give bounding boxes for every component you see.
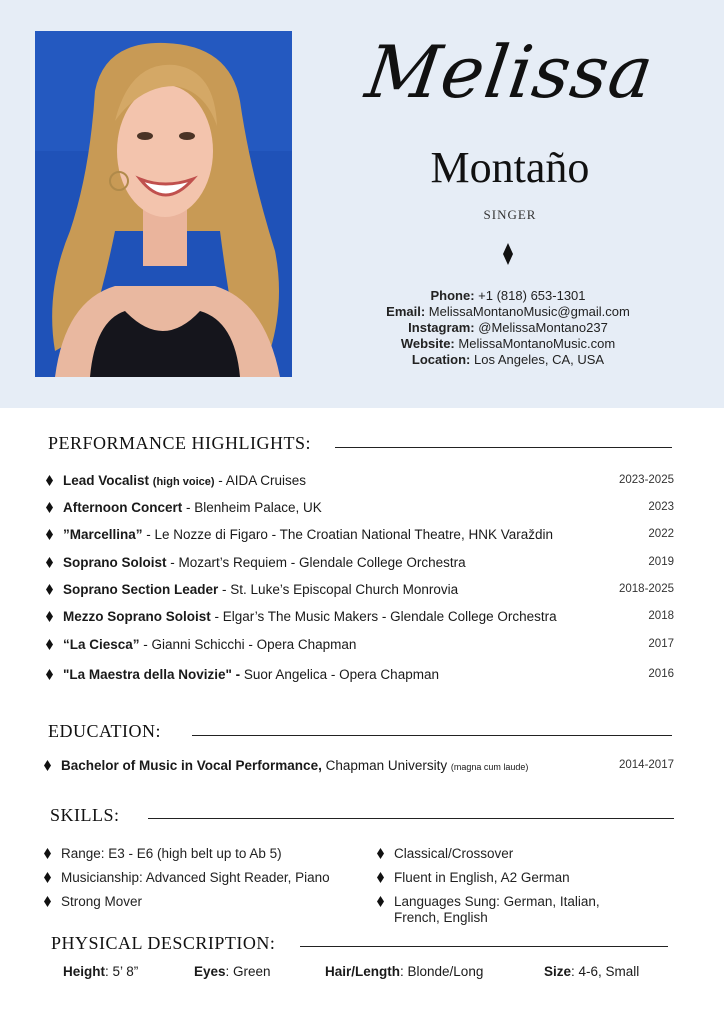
contact-location: Location: Los Angeles, CA, USA	[411, 352, 605, 367]
diamond-bullet-icon	[44, 760, 51, 771]
education-row: Bachelor of Music in Vocal Performance, Chapman University (magna cum laude) 2014-2017	[44, 758, 676, 773]
contact-block	[330, 288, 686, 368]
contact-email[interactable]: Email: MelissaMontanoMusic@gmail.com	[386, 304, 630, 319]
skill-item: Classical/Crossover	[377, 846, 513, 861]
performance-item: Lead Vocalist (high voice) - AIDA Cruises 2023-2025	[46, 473, 676, 488]
physical-eyes: Eyes: Green	[194, 964, 271, 979]
performance-item: “La Ciesca” - Gianni Schicchi - Opera Chapman 2017	[46, 637, 676, 652]
performance-years: 2017	[648, 638, 674, 650]
diamond-bullet-icon	[46, 611, 53, 622]
skill-item: Strong Mover	[44, 894, 142, 909]
diamond-bullet-icon	[46, 584, 53, 595]
skills-section-title: SKILLS:	[50, 805, 120, 825]
physical-section-title: PHYSICAL DESCRIPTION:	[51, 933, 276, 953]
last-name: Montaño	[430, 143, 590, 192]
physical-hair: Hair/Length: Blonde/Long	[325, 964, 484, 979]
diamond-bullet-icon	[46, 502, 53, 513]
skill-item-continued: French, English	[394, 910, 488, 925]
diamond-bullet-icon	[46, 639, 53, 650]
skill-item: Fluent in English, A2 German	[377, 870, 570, 885]
skill-item: Languages Sung: German, Italian,	[377, 894, 600, 909]
performance-item: Mezzo Soprano Soloist - Elgar’s The Music Makers - Glendale College Orchestra 2018	[46, 609, 676, 624]
performance-years: 2023-2025	[619, 474, 674, 486]
diamond-bullet-icon	[46, 669, 53, 680]
contact-phone: Phone: +1 (818) 653-1301	[430, 288, 586, 303]
role-title: SINGER	[483, 207, 537, 222]
diamond-bullet-icon	[46, 475, 53, 486]
diamond-bullet-icon	[46, 529, 53, 540]
performance-years: 2023	[648, 501, 674, 513]
section-divider	[148, 818, 674, 819]
skill-item: Musicianship: Advanced Sight Reader, Piano	[44, 870, 330, 885]
section-divider	[300, 946, 668, 947]
performance-item: Afternoon Concert - Blenheim Palace, UK 2023	[46, 500, 676, 515]
section-divider	[192, 735, 672, 736]
performance-years: 2018-2025	[619, 583, 674, 595]
performance-years: 2019	[648, 556, 674, 568]
performance-item: ”Marcellina” - Le Nozze di Figaro - The Croatian National Theatre, HNK Varaždin 2022	[46, 527, 676, 542]
performance-section-title: PERFORMANCE HIGHLIGHTS:	[48, 433, 312, 453]
education-years: 2014-2017	[619, 759, 674, 771]
skill-item: Range: E3 - E6 (high belt up to Ab 5)	[44, 846, 282, 861]
performance-years: 2016	[648, 668, 674, 680]
physical-size: Size: 4-6, Small	[544, 964, 640, 979]
education-section-title: EDUCATION:	[48, 721, 161, 741]
section-divider	[335, 447, 672, 448]
contact-website[interactable]: Website: MelissaMontanoMusic.com	[400, 336, 616, 351]
performance-item: "La Maestra della Novizie" - Suor Angelica - Opera Chapman 2016	[46, 667, 676, 682]
performance-years: 2022	[648, 528, 674, 540]
performance-item: Soprano Section Leader - St. Luke’s Episcopal Church Monrovia 2018-2025	[46, 582, 676, 597]
performance-item: Soprano Soloist - Mozart’s Requiem - Glendale College Orchestra 2019	[46, 555, 676, 570]
performance-years: 2018	[648, 610, 674, 622]
first-name: Melissa	[360, 30, 660, 114]
contact-instagram[interactable]: Instagram: @MelissaMontano237	[408, 320, 608, 335]
diamond-divider-icon	[503, 243, 513, 265]
diamond-bullet-icon	[46, 557, 53, 568]
physical-height: Height: 5’ 8”	[63, 964, 139, 979]
profile-photo	[35, 31, 292, 377]
